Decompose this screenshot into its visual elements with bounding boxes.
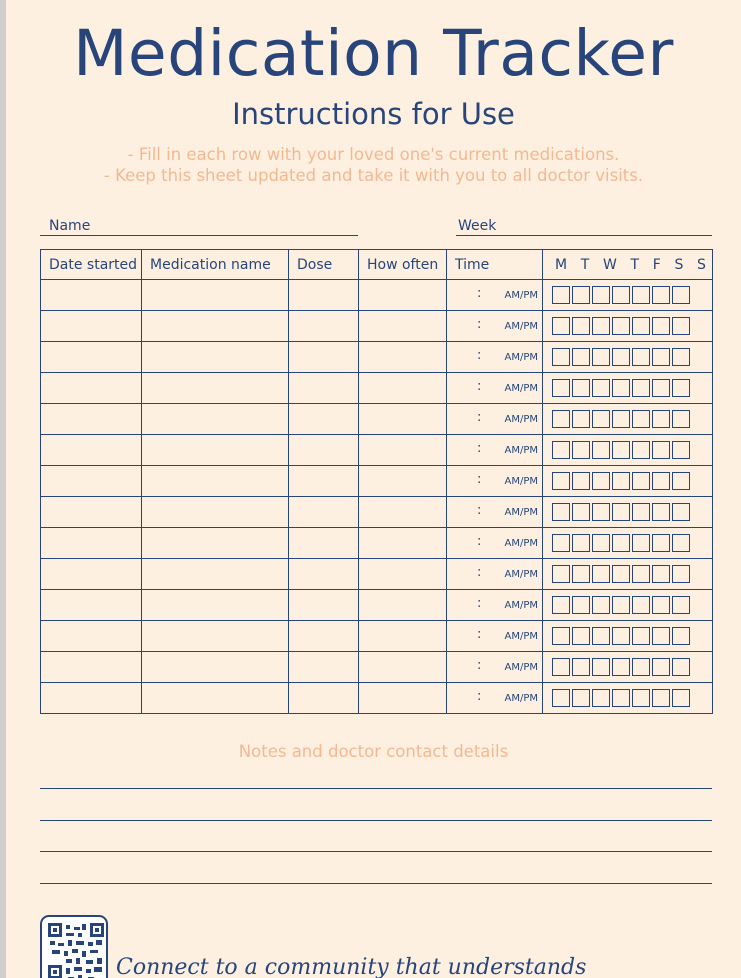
day-checkbox[interactable] — [652, 348, 670, 366]
date-started-cell[interactable] — [41, 373, 142, 404]
day-checkbox[interactable] — [612, 658, 630, 676]
day-checkbox[interactable] — [672, 379, 690, 397]
how-often-cell[interactable] — [359, 590, 447, 621]
note-line[interactable] — [40, 820, 712, 821]
dose-cell[interactable] — [289, 683, 359, 714]
day-checkbox[interactable] — [652, 596, 670, 614]
day-checkbox[interactable] — [572, 410, 590, 428]
table-row — [41, 404, 713, 435]
day-label: S — [697, 256, 706, 273]
day-checkbox[interactable] — [592, 503, 610, 521]
day-checkbox[interactable] — [612, 596, 630, 614]
time-cell[interactable] — [447, 559, 543, 590]
date-started-cell[interactable] — [41, 621, 142, 652]
day-checkbox[interactable] — [612, 534, 630, 552]
dose-cell[interactable] — [289, 280, 359, 311]
day-checkbox[interactable] — [672, 596, 690, 614]
day-checkbox[interactable] — [572, 596, 590, 614]
ampm-label: AM/PM — [504, 507, 538, 518]
page-title: Medication Tracker — [73, 17, 674, 90]
day-checkbox[interactable] — [552, 410, 570, 428]
table-row — [41, 435, 713, 466]
date-started-cell[interactable] — [41, 311, 142, 342]
day-checkbox[interactable] — [652, 317, 670, 335]
instruction-line: - Keep this sheet updated and take it with you to all doctor visits. — [103, 166, 644, 185]
day-checkbox[interactable] — [612, 410, 630, 428]
day-checkbox[interactable] — [592, 317, 610, 335]
day-checkbox[interactable] — [552, 627, 570, 645]
dose-cell[interactable] — [289, 373, 359, 404]
column-dose: Dose — [289, 250, 359, 280]
day-checkbox[interactable] — [652, 565, 670, 583]
day-checkbox[interactable] — [572, 689, 590, 707]
week-field[interactable] — [456, 218, 712, 236]
column-date-started: Date started — [41, 250, 142, 280]
dose-cell[interactable] — [289, 652, 359, 683]
day-checkbox[interactable] — [632, 689, 650, 707]
note-line[interactable] — [40, 883, 712, 884]
day-checkbox[interactable] — [652, 658, 670, 676]
time-cell[interactable] — [447, 435, 543, 466]
ampm-label: AM/PM — [504, 290, 538, 301]
how-often-cell[interactable] — [359, 497, 447, 528]
date-started-cell[interactable] — [41, 528, 142, 559]
how-often-cell[interactable] — [359, 621, 447, 652]
day-checkbox[interactable] — [592, 565, 610, 583]
day-checkbox[interactable] — [572, 379, 590, 397]
day-checkbox[interactable] — [632, 658, 650, 676]
time-cell[interactable] — [447, 683, 543, 714]
how-often-cell[interactable] — [359, 466, 447, 497]
time-separator: : — [477, 472, 482, 487]
day-checkbox[interactable] — [612, 379, 630, 397]
day-checkbox[interactable] — [632, 441, 650, 459]
ampm-label: AM/PM — [504, 352, 538, 363]
table-row — [41, 342, 713, 373]
day-checkbox[interactable] — [572, 658, 590, 676]
dose-cell[interactable] — [289, 404, 359, 435]
dose-cell[interactable] — [289, 311, 359, 342]
day-checkbox[interactable] — [592, 472, 610, 490]
column-time: Time — [447, 250, 543, 280]
table-row — [41, 621, 713, 652]
day-checkbox[interactable] — [572, 565, 590, 583]
instruction-line: - Fill in each row with your loved one's current medications. — [127, 145, 620, 164]
medication-name-cell[interactable] — [142, 404, 289, 435]
day-checkbox[interactable] — [612, 348, 630, 366]
table-row — [41, 373, 713, 404]
day-checkbox[interactable] — [552, 379, 570, 397]
column-how-often: How often — [359, 250, 447, 280]
day-checkbox[interactable] — [632, 348, 650, 366]
time-separator: : — [477, 627, 482, 642]
how-often-cell[interactable] — [359, 404, 447, 435]
day-checkboxes-cell — [543, 311, 713, 342]
day-checkbox[interactable] — [672, 627, 690, 645]
day-checkbox[interactable] — [552, 565, 570, 583]
footer-tagline: Connect to a community that understands — [116, 955, 587, 978]
date-started-cell[interactable] — [41, 280, 142, 311]
date-started-cell[interactable] — [41, 683, 142, 714]
time-separator: : — [477, 286, 482, 301]
medication-name-cell[interactable] — [142, 373, 289, 404]
how-often-cell[interactable] — [359, 652, 447, 683]
day-checkbox[interactable] — [552, 472, 570, 490]
day-checkbox[interactable] — [552, 503, 570, 521]
medication-name-cell[interactable] — [142, 621, 289, 652]
day-checkboxes-cell — [543, 528, 713, 559]
day-checkbox[interactable] — [672, 317, 690, 335]
time-cell[interactable] — [447, 311, 543, 342]
day-checkbox[interactable] — [632, 317, 650, 335]
ampm-label: AM/PM — [504, 476, 538, 487]
medication-name-cell[interactable] — [142, 466, 289, 497]
how-often-cell[interactable] — [359, 280, 447, 311]
day-checkbox[interactable] — [572, 472, 590, 490]
day-checkboxes-cell — [543, 404, 713, 435]
day-checkboxes-cell — [543, 559, 713, 590]
day-checkbox[interactable] — [632, 565, 650, 583]
day-checkbox[interactable] — [552, 596, 570, 614]
time-cell[interactable] — [447, 466, 543, 497]
ampm-label: AM/PM — [504, 631, 538, 642]
day-checkbox[interactable] — [652, 503, 670, 521]
day-checkbox[interactable] — [632, 286, 650, 304]
day-label: T — [580, 256, 590, 273]
time-cell[interactable] — [447, 528, 543, 559]
day-checkbox[interactable] — [652, 379, 670, 397]
ampm-label: AM/PM — [504, 662, 538, 673]
ampm-label: AM/PM — [504, 538, 538, 549]
time-separator: : — [477, 534, 482, 549]
dose-cell[interactable] — [289, 342, 359, 373]
day-checkbox[interactable] — [652, 441, 670, 459]
time-separator: : — [477, 348, 482, 363]
table-row — [41, 528, 713, 559]
ampm-label: AM/PM — [504, 445, 538, 456]
day-checkboxes-cell — [543, 373, 713, 404]
dose-cell[interactable] — [289, 528, 359, 559]
date-started-cell[interactable] — [41, 466, 142, 497]
time-separator: : — [477, 565, 482, 580]
time-separator: : — [477, 689, 482, 704]
how-often-cell[interactable] — [359, 683, 447, 714]
week-label: Week — [458, 218, 497, 234]
day-checkbox[interactable] — [572, 441, 590, 459]
how-often-cell[interactable] — [359, 373, 447, 404]
dose-cell[interactable] — [289, 621, 359, 652]
day-checkbox[interactable] — [592, 627, 610, 645]
ampm-label: AM/PM — [504, 600, 538, 611]
day-label: M — [555, 256, 568, 273]
ampm-label: AM/PM — [504, 693, 538, 704]
time-cell[interactable] — [447, 590, 543, 621]
day-checkbox[interactable] — [632, 410, 650, 428]
table-row — [41, 466, 713, 497]
day-checkbox[interactable] — [612, 565, 630, 583]
day-checkbox[interactable] — [572, 627, 590, 645]
day-checkbox[interactable] — [652, 286, 670, 304]
day-checkbox[interactable] — [632, 627, 650, 645]
tracker-sheet — [6, 0, 741, 978]
day-checkbox[interactable] — [612, 286, 630, 304]
table-row — [41, 559, 713, 590]
medication-name-cell[interactable] — [142, 652, 289, 683]
day-checkbox[interactable] — [672, 286, 690, 304]
day-label: S — [674, 256, 684, 273]
day-checkboxes-cell — [543, 280, 713, 311]
dose-cell[interactable] — [289, 590, 359, 621]
day-checkbox[interactable] — [652, 627, 670, 645]
day-checkbox[interactable] — [672, 503, 690, 521]
name-field[interactable] — [40, 218, 358, 236]
page-subtitle: Instructions for Use — [232, 97, 515, 131]
date-started-cell[interactable] — [41, 435, 142, 466]
day-checkbox[interactable] — [632, 534, 650, 552]
time-cell[interactable] — [447, 373, 543, 404]
day-checkbox[interactable] — [672, 658, 690, 676]
date-started-cell[interactable] — [41, 559, 142, 590]
table-row — [41, 280, 713, 311]
day-checkbox[interactable] — [612, 441, 630, 459]
day-checkbox[interactable] — [592, 534, 610, 552]
table-row — [41, 652, 713, 683]
day-checkbox[interactable] — [552, 317, 570, 335]
how-often-cell[interactable] — [359, 435, 447, 466]
day-checkboxes-cell — [543, 435, 713, 466]
note-line[interactable] — [40, 788, 712, 789]
medication-name-cell[interactable] — [142, 342, 289, 373]
column-days — [543, 250, 713, 280]
day-checkbox[interactable] — [672, 348, 690, 366]
column-medication-name: Medication name — [142, 250, 289, 280]
day-checkboxes-cell — [543, 342, 713, 373]
day-checkbox[interactable] — [672, 472, 690, 490]
how-often-cell[interactable] — [359, 311, 447, 342]
day-checkbox[interactable] — [592, 441, 610, 459]
ampm-label: AM/PM — [504, 383, 538, 394]
day-checkbox[interactable] — [672, 410, 690, 428]
medication-name-cell[interactable] — [142, 559, 289, 590]
date-started-cell[interactable] — [41, 590, 142, 621]
table-row — [41, 311, 713, 342]
day-checkbox[interactable] — [572, 317, 590, 335]
qr-code-icon — [48, 923, 104, 978]
day-checkbox[interactable] — [612, 503, 630, 521]
medication-name-cell[interactable] — [142, 683, 289, 714]
time-cell[interactable] — [447, 497, 543, 528]
day-checkbox[interactable] — [612, 472, 630, 490]
how-often-cell[interactable] — [359, 342, 447, 373]
medication-name-cell[interactable] — [142, 528, 289, 559]
day-checkbox[interactable] — [552, 348, 570, 366]
note-line[interactable] — [40, 851, 712, 852]
how-often-cell[interactable] — [359, 528, 447, 559]
date-started-cell[interactable] — [41, 404, 142, 435]
day-checkbox[interactable] — [572, 503, 590, 521]
day-checkbox[interactable] — [592, 286, 610, 304]
day-checkbox[interactable] — [592, 379, 610, 397]
day-checkbox[interactable] — [572, 286, 590, 304]
day-checkbox[interactable] — [552, 441, 570, 459]
time-separator: : — [477, 596, 482, 611]
table-row — [41, 497, 713, 528]
day-checkbox[interactable] — [572, 534, 590, 552]
medication-name-cell[interactable] — [142, 311, 289, 342]
day-checkbox[interactable] — [592, 689, 610, 707]
date-started-cell[interactable] — [41, 342, 142, 373]
day-checkbox[interactable] — [592, 410, 610, 428]
day-checkbox[interactable] — [652, 410, 670, 428]
time-cell[interactable] — [447, 652, 543, 683]
dose-cell[interactable] — [289, 559, 359, 590]
ampm-label: AM/PM — [504, 569, 538, 580]
day-checkbox[interactable] — [612, 317, 630, 335]
how-often-cell[interactable] — [359, 559, 447, 590]
qr-code — [40, 915, 108, 978]
day-checkbox[interactable] — [652, 689, 670, 707]
day-checkbox[interactable] — [552, 689, 570, 707]
day-checkbox[interactable] — [652, 472, 670, 490]
time-cell[interactable] — [447, 404, 543, 435]
table-row — [41, 683, 713, 714]
medication-name-cell[interactable] — [142, 280, 289, 311]
time-separator: : — [477, 658, 482, 673]
day-checkbox[interactable] — [552, 658, 570, 676]
day-checkbox[interactable] — [592, 596, 610, 614]
medication-name-cell[interactable] — [142, 590, 289, 621]
ampm-label: AM/PM — [504, 321, 538, 332]
time-cell[interactable] — [447, 342, 543, 373]
day-checkbox[interactable] — [612, 627, 630, 645]
day-checkbox[interactable] — [612, 689, 630, 707]
day-label: T — [630, 256, 640, 273]
day-checkbox[interactable] — [652, 534, 670, 552]
name-label: Name — [49, 218, 91, 234]
day-checkbox[interactable] — [592, 658, 610, 676]
day-checkbox[interactable] — [632, 503, 650, 521]
day-checkboxes-cell — [543, 590, 713, 621]
day-checkbox[interactable] — [632, 596, 650, 614]
time-separator: : — [477, 379, 482, 394]
day-checkbox[interactable] — [672, 565, 690, 583]
dose-cell[interactable] — [289, 435, 359, 466]
time-separator: : — [477, 441, 482, 456]
notes-title: Notes and doctor contact details — [238, 742, 509, 761]
time-cell[interactable] — [447, 280, 543, 311]
medication-table — [40, 249, 713, 714]
table-row — [41, 590, 713, 621]
dose-cell[interactable] — [289, 466, 359, 497]
day-label: W — [603, 256, 617, 273]
day-checkboxes-cell — [543, 497, 713, 528]
time-cell[interactable] — [447, 621, 543, 652]
day-checkbox[interactable] — [672, 534, 690, 552]
day-checkboxes-cell — [543, 683, 713, 714]
table-header-row — [41, 250, 713, 280]
medication-name-cell[interactable] — [142, 497, 289, 528]
day-checkbox[interactable] — [632, 379, 650, 397]
time-separator: : — [477, 503, 482, 518]
day-checkbox[interactable] — [672, 689, 690, 707]
day-checkbox[interactable] — [672, 441, 690, 459]
day-checkbox[interactable] — [552, 286, 570, 304]
medication-name-cell[interactable] — [142, 435, 289, 466]
day-checkbox[interactable] — [552, 534, 570, 552]
day-checkboxes-cell — [543, 621, 713, 652]
date-started-cell[interactable] — [41, 652, 142, 683]
day-checkboxes-cell — [543, 652, 713, 683]
day-checkbox[interactable] — [632, 472, 650, 490]
dose-cell[interactable] — [289, 497, 359, 528]
day-checkbox[interactable] — [592, 348, 610, 366]
time-separator: : — [477, 410, 482, 425]
day-label: F — [652, 256, 661, 273]
day-checkbox[interactable] — [572, 348, 590, 366]
time-separator: : — [477, 317, 482, 332]
ampm-label: AM/PM — [504, 414, 538, 425]
day-checkboxes-cell — [543, 466, 713, 497]
date-started-cell[interactable] — [41, 497, 142, 528]
